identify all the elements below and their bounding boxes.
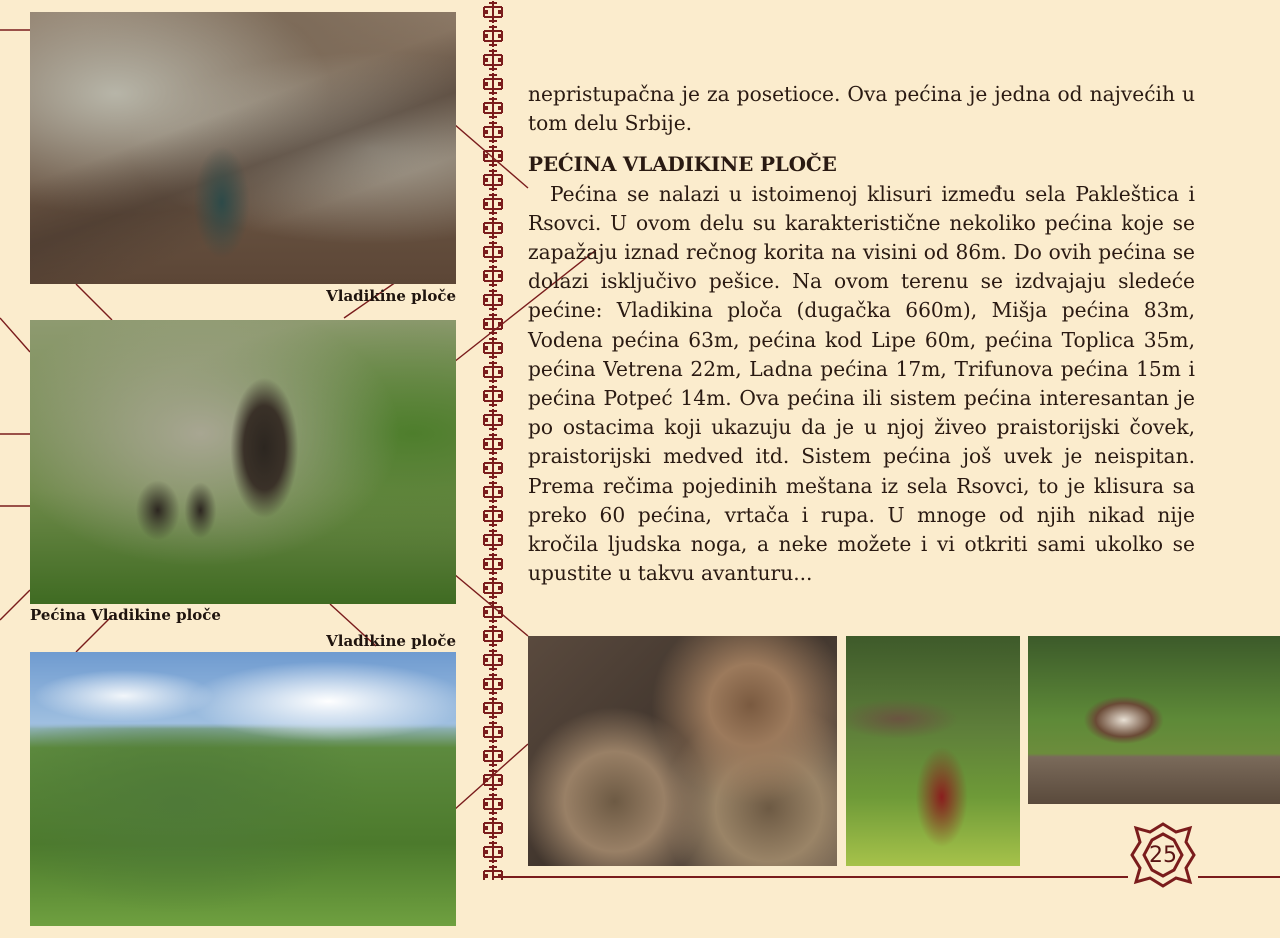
article-intro: nepristupačna je za posetioce. Ova pećina je jedna od najvećih u tom delu Srbije. <box>528 82 1195 136</box>
bottom-rule <box>492 876 1128 878</box>
canyon-photo <box>30 12 456 284</box>
bottom-rule <box>1198 876 1280 878</box>
ornamental-border <box>480 0 506 880</box>
caption-cave: Pećina Vladikine ploče <box>30 606 221 624</box>
page-number-emblem <box>1128 820 1198 890</box>
cave-photo <box>30 320 456 604</box>
ammonite-fossil-photo <box>528 636 837 866</box>
article-column <box>528 80 1195 588</box>
connector-line <box>0 318 30 352</box>
page-number: 25 <box>1149 842 1177 868</box>
section-title: PEĆINA VLADIKINE PLOČE <box>528 152 837 177</box>
horse-photo <box>1028 636 1280 804</box>
caption-canyon: Vladikine ploče <box>326 287 456 305</box>
woman-photo <box>846 636 1020 866</box>
connector-line <box>0 590 30 620</box>
article-body: Pećina se nalazi u istoimenoj klisuri između sela Pakleštica i Rsovci. U ovom delu su karakteristične nekoliko pećina koje se zapažaju iznad rečnog korita na visini od 86m. Do ovih pećina se dolazi isključivo pešice. Na ovom terenu se izdvajaju sledeće pećine: Vladikina ploča (dugačka 660m), Mišja pećina 83m, Vodena pećina 63m, pećina kod Lipe 60m, pećina Toplica 35m, pećina Vetrena 22m, Ladna pećina 17m, Trifunova pećina 15m i pećina Potpeć 14m. Ova pećina ili sistem pećina interesantan je po ostacima koji ukazuju da je u njoj živeo praistorijski čovek, praistorijski medved itd. Sistem pećina još uvek je neispitan. Prema rečima pojedinih meštana iz sela Rsovci, to je klisura sa preko 60 pećina, vrtača i rupa. U mnoge od njih nikad nije kročila ljudska noga, a neke možete i vi otkriti sami ukolko se upustite u takvu avanturu... <box>528 181 1195 586</box>
valley-photo <box>30 652 456 926</box>
connector-line <box>76 284 112 320</box>
caption-valley: Vladikine ploče <box>326 632 456 650</box>
